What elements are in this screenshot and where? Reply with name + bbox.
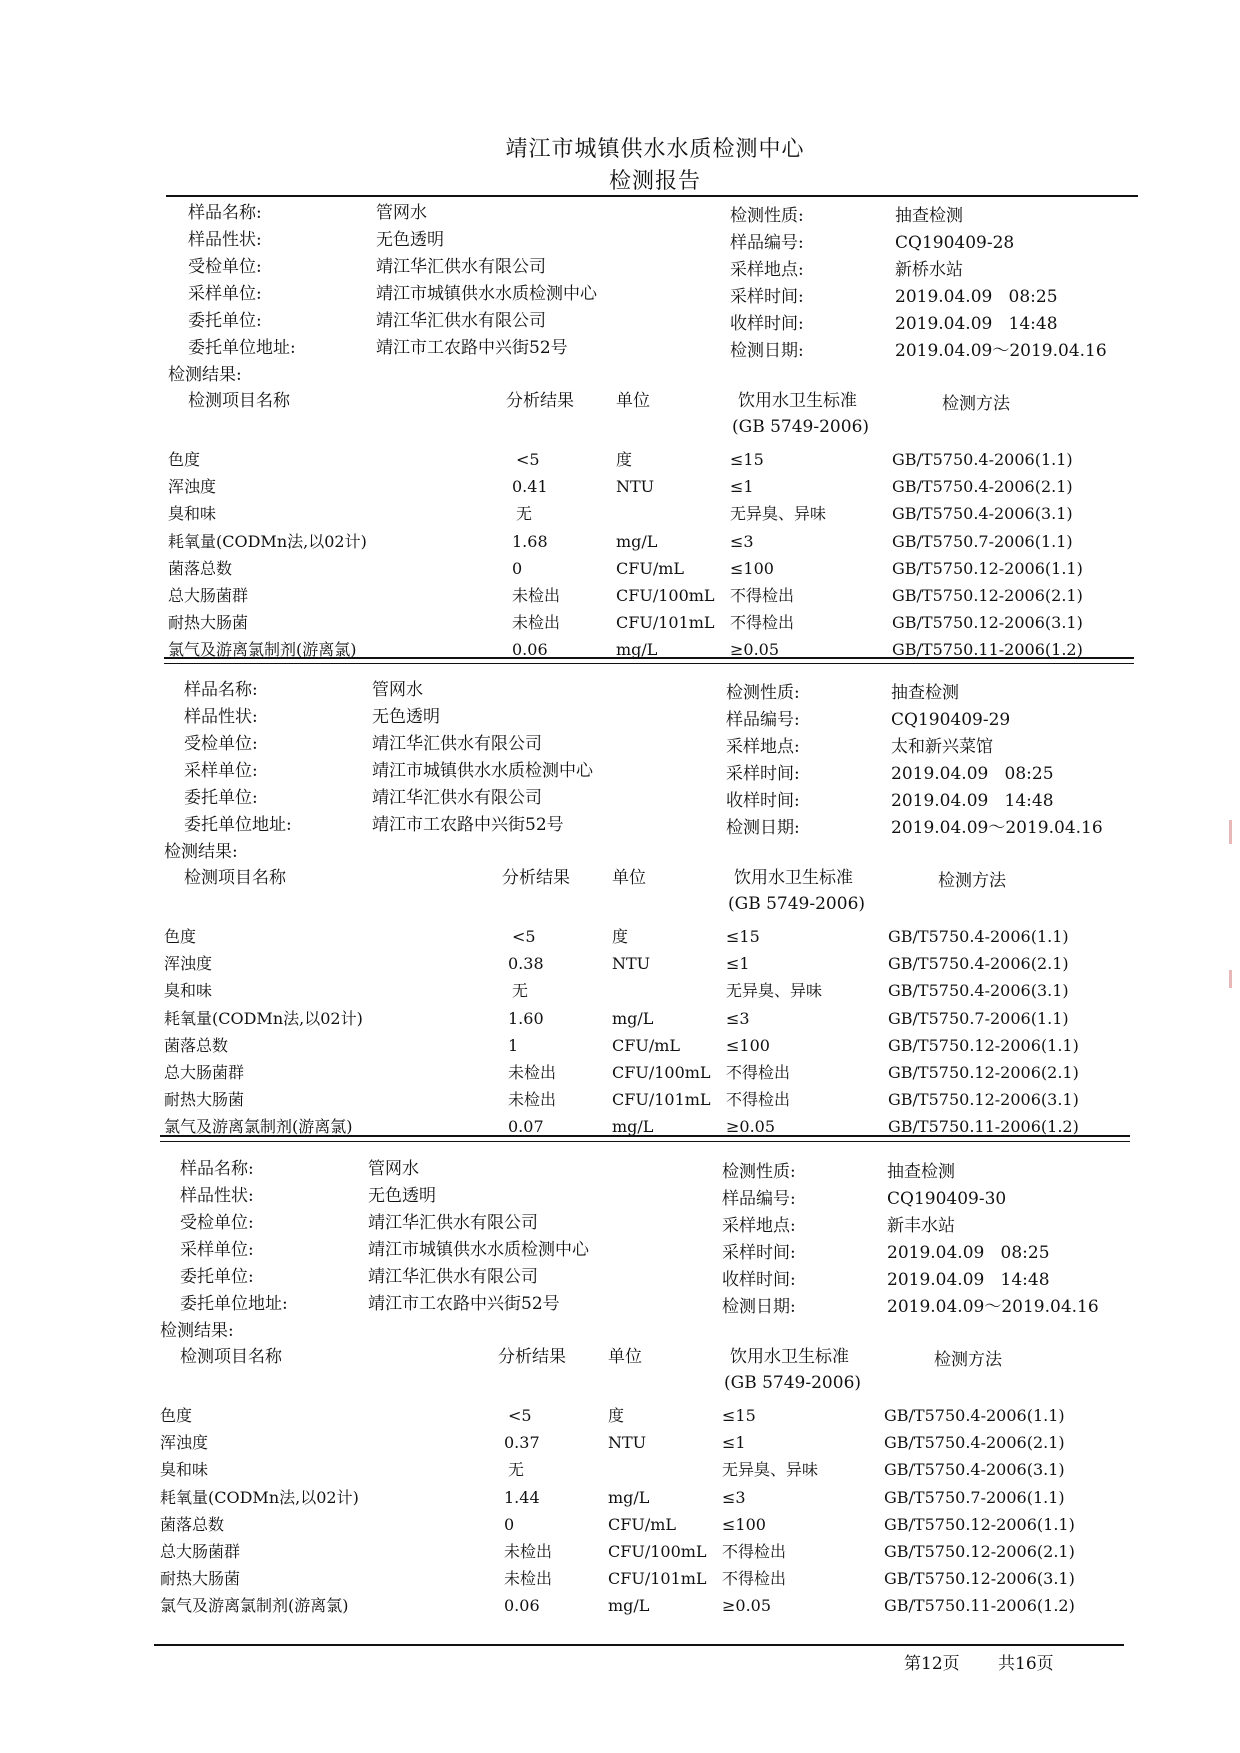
- cell-result: <5: [512, 927, 536, 946]
- cell-result: 0.38: [508, 954, 544, 974]
- cell-item: 色度: [168, 450, 201, 469]
- sampling-site-value: 太和新兴菜馆: [891, 737, 993, 757]
- cell-item: 氯气及游离氯制剂(游离氯): [168, 640, 357, 660]
- sampling-unit-label: 采样单位:: [188, 284, 262, 304]
- cell-standard: ≤100: [726, 1035, 770, 1055]
- cell-item: 总大肠菌群: [160, 1542, 241, 1561]
- sample-no-value: CQ190409-30: [887, 1189, 1007, 1209]
- receive-time-label: 收样时间:: [730, 314, 804, 334]
- sampling-unit-label: 采样单位:: [184, 761, 258, 781]
- sample-no-label: 样品编号:: [730, 233, 804, 253]
- cell-result: <5: [516, 450, 540, 469]
- cell-result: 0: [504, 1514, 515, 1534]
- header-unit: 单位: [612, 868, 646, 888]
- cell-result: 未检出: [508, 1063, 557, 1082]
- header-result: 分析结果: [502, 868, 570, 888]
- receive-time-label: 收样时间:: [726, 791, 800, 811]
- cell-item: 浑浊度: [160, 1433, 209, 1453]
- sampling-unit-value: 靖江市城镇供水水质检测中心: [368, 1240, 589, 1260]
- footer-rule: [154, 1644, 1124, 1646]
- sampling-time-label: 采样时间:: [722, 1243, 796, 1263]
- receive-time-value: 2019.04.09 14:48: [887, 1270, 1050, 1290]
- header-method: 检测方法: [942, 394, 1010, 414]
- cell-item: 耐热大肠菌: [164, 1090, 245, 1110]
- nature-value: 抽查检测: [887, 1162, 955, 1182]
- sample-state-value: 无色透明: [368, 1186, 436, 1206]
- cell-result: 0.07: [508, 1117, 544, 1137]
- cell-standard: ≤1: [726, 954, 750, 974]
- cell-standard: 不得检出: [722, 1569, 787, 1589]
- receive-time-value: 2019.04.09 14:48: [895, 314, 1058, 334]
- cell-item: 氯气及游离氯制剂(游离氯): [164, 1117, 353, 1137]
- sample-name-value: 管网水: [376, 203, 427, 223]
- cell-standard: ≥0.05: [730, 640, 780, 660]
- cell-item: 色度: [160, 1406, 193, 1425]
- cell-item: 菌落总数: [168, 558, 233, 578]
- header-method: 检测方法: [938, 871, 1006, 891]
- cell-item: 色度: [164, 927, 197, 946]
- sample-no-label: 样品编号:: [722, 1189, 796, 1209]
- sample-state-value: 无色透明: [372, 707, 440, 727]
- cell-item: 总大肠菌群: [164, 1063, 245, 1082]
- sampling-site-label: 采样地点:: [726, 737, 800, 757]
- cell-method: GB/T5750.12-2006(1.1): [888, 1035, 1079, 1055]
- cell-method: GB/T5750.12-2006(2.1): [892, 586, 1083, 605]
- sample-name-value: 管网水: [372, 680, 423, 700]
- test-date-value: 2019.04.09～2019.04.16: [887, 1297, 1099, 1317]
- page-number: 第12页: [904, 1654, 960, 1674]
- cell-method: GB/T5750.4-2006(1.1): [892, 450, 1073, 469]
- cell-method: GB/T5750.4-2006(2.1): [884, 1433, 1065, 1453]
- test-date-label: 检测日期:: [722, 1297, 796, 1317]
- header-item: 检测项目名称: [184, 868, 286, 888]
- cell-standard: ≥0.05: [722, 1596, 772, 1616]
- sample-name-label: 样品名称:: [184, 680, 258, 700]
- cell-unit: mg/L: [608, 1596, 650, 1616]
- cell-standard: 不得检出: [726, 1090, 791, 1110]
- header-method: 检测方法: [934, 1350, 1002, 1370]
- sample-name-label: 样品名称:: [180, 1159, 254, 1179]
- cell-item: 臭和味: [168, 504, 217, 524]
- receive-time-value: 2019.04.09 14:48: [891, 791, 1054, 811]
- header-standard: 饮用水卫生标准: [734, 868, 853, 888]
- cell-method: GB/T5750.12-2006(3.1): [884, 1569, 1075, 1589]
- inspected-unit-value: 靖江华汇供水有限公司: [372, 734, 542, 754]
- cell-unit: CFU/100mL: [612, 1063, 711, 1082]
- cell-result: 0.06: [504, 1596, 540, 1616]
- cell-result: 1.60: [508, 1008, 544, 1028]
- test-date-label: 检测日期:: [726, 818, 800, 838]
- cell-method: GB/T5750.11-2006(1.2): [888, 1117, 1079, 1137]
- report-org-title: 靖江市城镇供水水质检测中心: [505, 137, 805, 162]
- cell-result: 0.37: [504, 1433, 540, 1453]
- cell-unit: CFU/101mL: [608, 1569, 707, 1589]
- nature-value: 抽查检测: [891, 683, 959, 703]
- header-standard: 饮用水卫生标准: [730, 1347, 849, 1367]
- sampling-time-label: 采样时间:: [726, 764, 800, 784]
- sample-name-label: 样品名称:: [188, 203, 262, 223]
- cell-unit: CFU/101mL: [616, 613, 715, 633]
- inspected-unit-label: 受检单位:: [188, 257, 262, 277]
- cell-method: GB/T5750.4-2006(3.1): [888, 981, 1069, 1001]
- inspected-unit-value: 靖江华汇供水有限公司: [376, 257, 546, 277]
- cell-method: GB/T5750.4-2006(1.1): [884, 1406, 1065, 1425]
- sample-state-value: 无色透明: [376, 230, 444, 250]
- cell-item: 总大肠菌群: [168, 586, 249, 605]
- test-date-label: 检测日期:: [730, 341, 804, 361]
- cell-unit: mg/L: [616, 640, 658, 660]
- cell-method: GB/T5750.12-2006(2.1): [888, 1063, 1079, 1082]
- sampling-unit-value: 靖江市城镇供水水质检测中心: [372, 761, 593, 781]
- cell-method: GB/T5750.4-2006(3.1): [892, 504, 1073, 524]
- sampling-site-value: 新丰水站: [887, 1216, 955, 1236]
- cell-result: 无: [512, 981, 529, 1001]
- cell-standard: ≤3: [730, 531, 754, 551]
- sample-name-value: 管网水: [368, 1159, 419, 1179]
- client-address-label: 委托单位地址:: [188, 338, 296, 358]
- cell-result: 无: [508, 1460, 525, 1480]
- cell-result: 1: [508, 1035, 519, 1055]
- header-unit: 单位: [616, 391, 650, 411]
- cell-method: GB/T5750.4-2006(1.1): [888, 927, 1069, 946]
- cell-standard: 不得检出: [730, 586, 795, 605]
- cell-standard: ≤15: [722, 1406, 756, 1425]
- cell-standard: ≤100: [730, 558, 774, 578]
- report-title: 检测报告: [608, 169, 701, 194]
- cell-method: GB/T5750.11-2006(1.2): [892, 640, 1083, 660]
- nature-label: 检测性质:: [722, 1162, 796, 1182]
- cell-standard: 无异臭、异味: [722, 1460, 819, 1480]
- cell-method: GB/T5750.12-2006(3.1): [888, 1090, 1079, 1110]
- cell-standard: ≤15: [730, 450, 764, 469]
- sample-state-label: 样品性状:: [180, 1186, 254, 1206]
- sampling-site-value: 新桥水站: [895, 260, 963, 280]
- receive-time-label: 收样时间:: [722, 1270, 796, 1290]
- sampling-time-value: 2019.04.09 08:25: [887, 1243, 1050, 1263]
- cell-method: GB/T5750.4-2006(2.1): [888, 954, 1069, 974]
- page-total: 共16页: [998, 1654, 1054, 1674]
- client-address-value: 靖江市工农路中兴街52号: [372, 815, 564, 835]
- cell-result: 1.68: [512, 531, 548, 551]
- cell-item: 浑浊度: [168, 477, 217, 497]
- cell-result: 未检出: [512, 586, 561, 605]
- cell-method: GB/T5750.4-2006(2.1): [892, 477, 1073, 497]
- cell-standard: 不得检出: [722, 1542, 787, 1561]
- header-item: 检测项目名称: [180, 1347, 282, 1367]
- cell-unit: CFU/mL: [616, 558, 685, 578]
- cell-method: GB/T5750.4-2006(3.1): [884, 1460, 1065, 1480]
- cell-standard: 不得检出: [730, 613, 795, 633]
- sample-no-label: 样品编号:: [726, 710, 800, 730]
- nature-label: 检测性质:: [726, 683, 800, 703]
- cell-result: 未检出: [504, 1542, 553, 1561]
- cell-item: 浑浊度: [164, 954, 213, 974]
- cell-method: GB/T5750.7-2006(1.1): [892, 531, 1073, 551]
- cell-standard: ≤1: [722, 1433, 746, 1453]
- cell-standard: ≤3: [722, 1487, 746, 1507]
- cell-standard: 无异臭、异味: [726, 981, 823, 1001]
- cell-unit: 度: [616, 450, 633, 469]
- sampling-unit-value: 靖江市城镇供水水质检测中心: [376, 284, 597, 304]
- cell-unit: NTU: [612, 954, 651, 974]
- results-label: 检测结果:: [164, 842, 238, 862]
- cell-result: <5: [508, 1406, 532, 1425]
- scan-mark: [1229, 820, 1232, 844]
- cell-standard: ≤15: [726, 927, 760, 946]
- cell-unit: CFU/100mL: [608, 1542, 707, 1561]
- cell-method: GB/T5750.12-2006(3.1): [892, 613, 1083, 633]
- sample-no-value: CQ190409-28: [895, 233, 1015, 253]
- test-date-value: 2019.04.09～2019.04.16: [891, 818, 1103, 838]
- cell-unit: 度: [608, 1406, 625, 1425]
- cell-item: 菌落总数: [160, 1514, 225, 1534]
- cell-item: 耐热大肠菌: [160, 1569, 241, 1589]
- header-rule: [166, 195, 1138, 197]
- cell-method: GB/T5750.7-2006(1.1): [888, 1008, 1069, 1028]
- cell-result: 未检出: [504, 1569, 553, 1589]
- cell-unit: 度: [612, 927, 629, 946]
- client-unit-value: 靖江华汇供水有限公司: [372, 788, 542, 808]
- sample-state-label: 样品性状:: [188, 230, 262, 250]
- cell-method: GB/T5750.11-2006(1.2): [884, 1596, 1075, 1616]
- cell-result: 1.44: [504, 1487, 540, 1507]
- cell-item: 臭和味: [164, 981, 213, 1001]
- cell-result: 0.06: [512, 640, 548, 660]
- cell-unit: NTU: [616, 477, 655, 497]
- client-address-value: 靖江市工农路中兴街52号: [368, 1294, 560, 1314]
- cell-standard: ≥0.05: [726, 1117, 776, 1137]
- cell-item: 耗氧量(CODMn法,以02计): [164, 1008, 363, 1028]
- cell-standard: ≤100: [722, 1514, 766, 1534]
- sampling-site-label: 采样地点:: [722, 1216, 796, 1236]
- client-unit-label: 委托单位:: [180, 1267, 254, 1287]
- cell-method: GB/T5750.12-2006(2.1): [884, 1542, 1075, 1561]
- header-standard-ref: (GB 5749-2006): [728, 894, 866, 914]
- scan-mark: [1229, 970, 1232, 988]
- header-standard-ref: (GB 5749-2006): [724, 1373, 862, 1393]
- cell-standard: ≤1: [730, 477, 754, 497]
- cell-result: 0: [512, 558, 523, 578]
- sample-state-label: 样品性状:: [184, 707, 258, 727]
- header-result: 分析结果: [498, 1347, 566, 1367]
- cell-method: GB/T5750.7-2006(1.1): [884, 1487, 1065, 1507]
- test-date-value: 2019.04.09～2019.04.16: [895, 341, 1107, 361]
- cell-item: 菌落总数: [164, 1035, 229, 1055]
- cell-item: 氯气及游离氯制剂(游离氯): [160, 1596, 349, 1616]
- client-unit-label: 委托单位:: [184, 788, 258, 808]
- cell-standard: 无异臭、异味: [730, 504, 827, 524]
- cell-unit: CFU/100mL: [616, 586, 715, 605]
- client-address-value: 靖江市工农路中兴街52号: [376, 338, 568, 358]
- cell-unit: mg/L: [608, 1487, 650, 1507]
- header-item: 检测项目名称: [188, 391, 290, 411]
- cell-unit: CFU/mL: [608, 1514, 677, 1534]
- inspected-unit-value: 靖江华汇供水有限公司: [368, 1213, 538, 1233]
- cell-item: 耗氧量(CODMn法,以02计): [168, 531, 367, 551]
- section-separator: [164, 657, 1134, 664]
- cell-unit: CFU/mL: [612, 1035, 681, 1055]
- header-standard: 饮用水卫生标准: [738, 391, 857, 411]
- client-unit-value: 靖江华汇供水有限公司: [368, 1267, 538, 1287]
- inspected-unit-label: 受检单位:: [180, 1213, 254, 1233]
- nature-label: 检测性质:: [730, 206, 804, 226]
- section-separator: [160, 1135, 1130, 1142]
- cell-method: GB/T5750.12-2006(1.1): [884, 1514, 1075, 1534]
- client-address-label: 委托单位地址:: [184, 815, 292, 835]
- cell-unit: NTU: [608, 1433, 647, 1453]
- header-unit: 单位: [608, 1347, 642, 1367]
- sampling-time-value: 2019.04.09 08:25: [891, 764, 1054, 784]
- cell-result: 0.41: [512, 477, 548, 497]
- header-result: 分析结果: [506, 391, 574, 411]
- cell-item: 臭和味: [160, 1460, 209, 1480]
- cell-unit: mg/L: [616, 531, 658, 551]
- client-address-label: 委托单位地址:: [180, 1294, 288, 1314]
- inspected-unit-label: 受检单位:: [184, 734, 258, 754]
- results-label: 检测结果:: [160, 1321, 234, 1341]
- cell-item: 耐热大肠菌: [168, 613, 249, 633]
- header-standard-ref: (GB 5749-2006): [732, 417, 870, 437]
- sampling-unit-label: 采样单位:: [180, 1240, 254, 1260]
- cell-unit: mg/L: [612, 1117, 654, 1137]
- cell-standard: 不得检出: [726, 1063, 791, 1082]
- cell-result: 未检出: [508, 1090, 557, 1110]
- results-label: 检测结果:: [168, 365, 242, 385]
- client-unit-label: 委托单位:: [188, 311, 262, 331]
- cell-unit: mg/L: [612, 1008, 654, 1028]
- nature-value: 抽查检测: [895, 206, 963, 226]
- cell-standard: ≤3: [726, 1008, 750, 1028]
- sampling-site-label: 采样地点:: [730, 260, 804, 280]
- cell-unit: CFU/101mL: [612, 1090, 711, 1110]
- client-unit-value: 靖江华汇供水有限公司: [376, 311, 546, 331]
- sampling-time-value: 2019.04.09 08:25: [895, 287, 1058, 307]
- cell-result: 无: [516, 504, 533, 524]
- cell-method: GB/T5750.12-2006(1.1): [892, 558, 1083, 578]
- sample-no-value: CQ190409-29: [891, 710, 1011, 730]
- cell-item: 耗氧量(CODMn法,以02计): [160, 1487, 359, 1507]
- sampling-time-label: 采样时间:: [730, 287, 804, 307]
- cell-result: 未检出: [512, 613, 561, 633]
